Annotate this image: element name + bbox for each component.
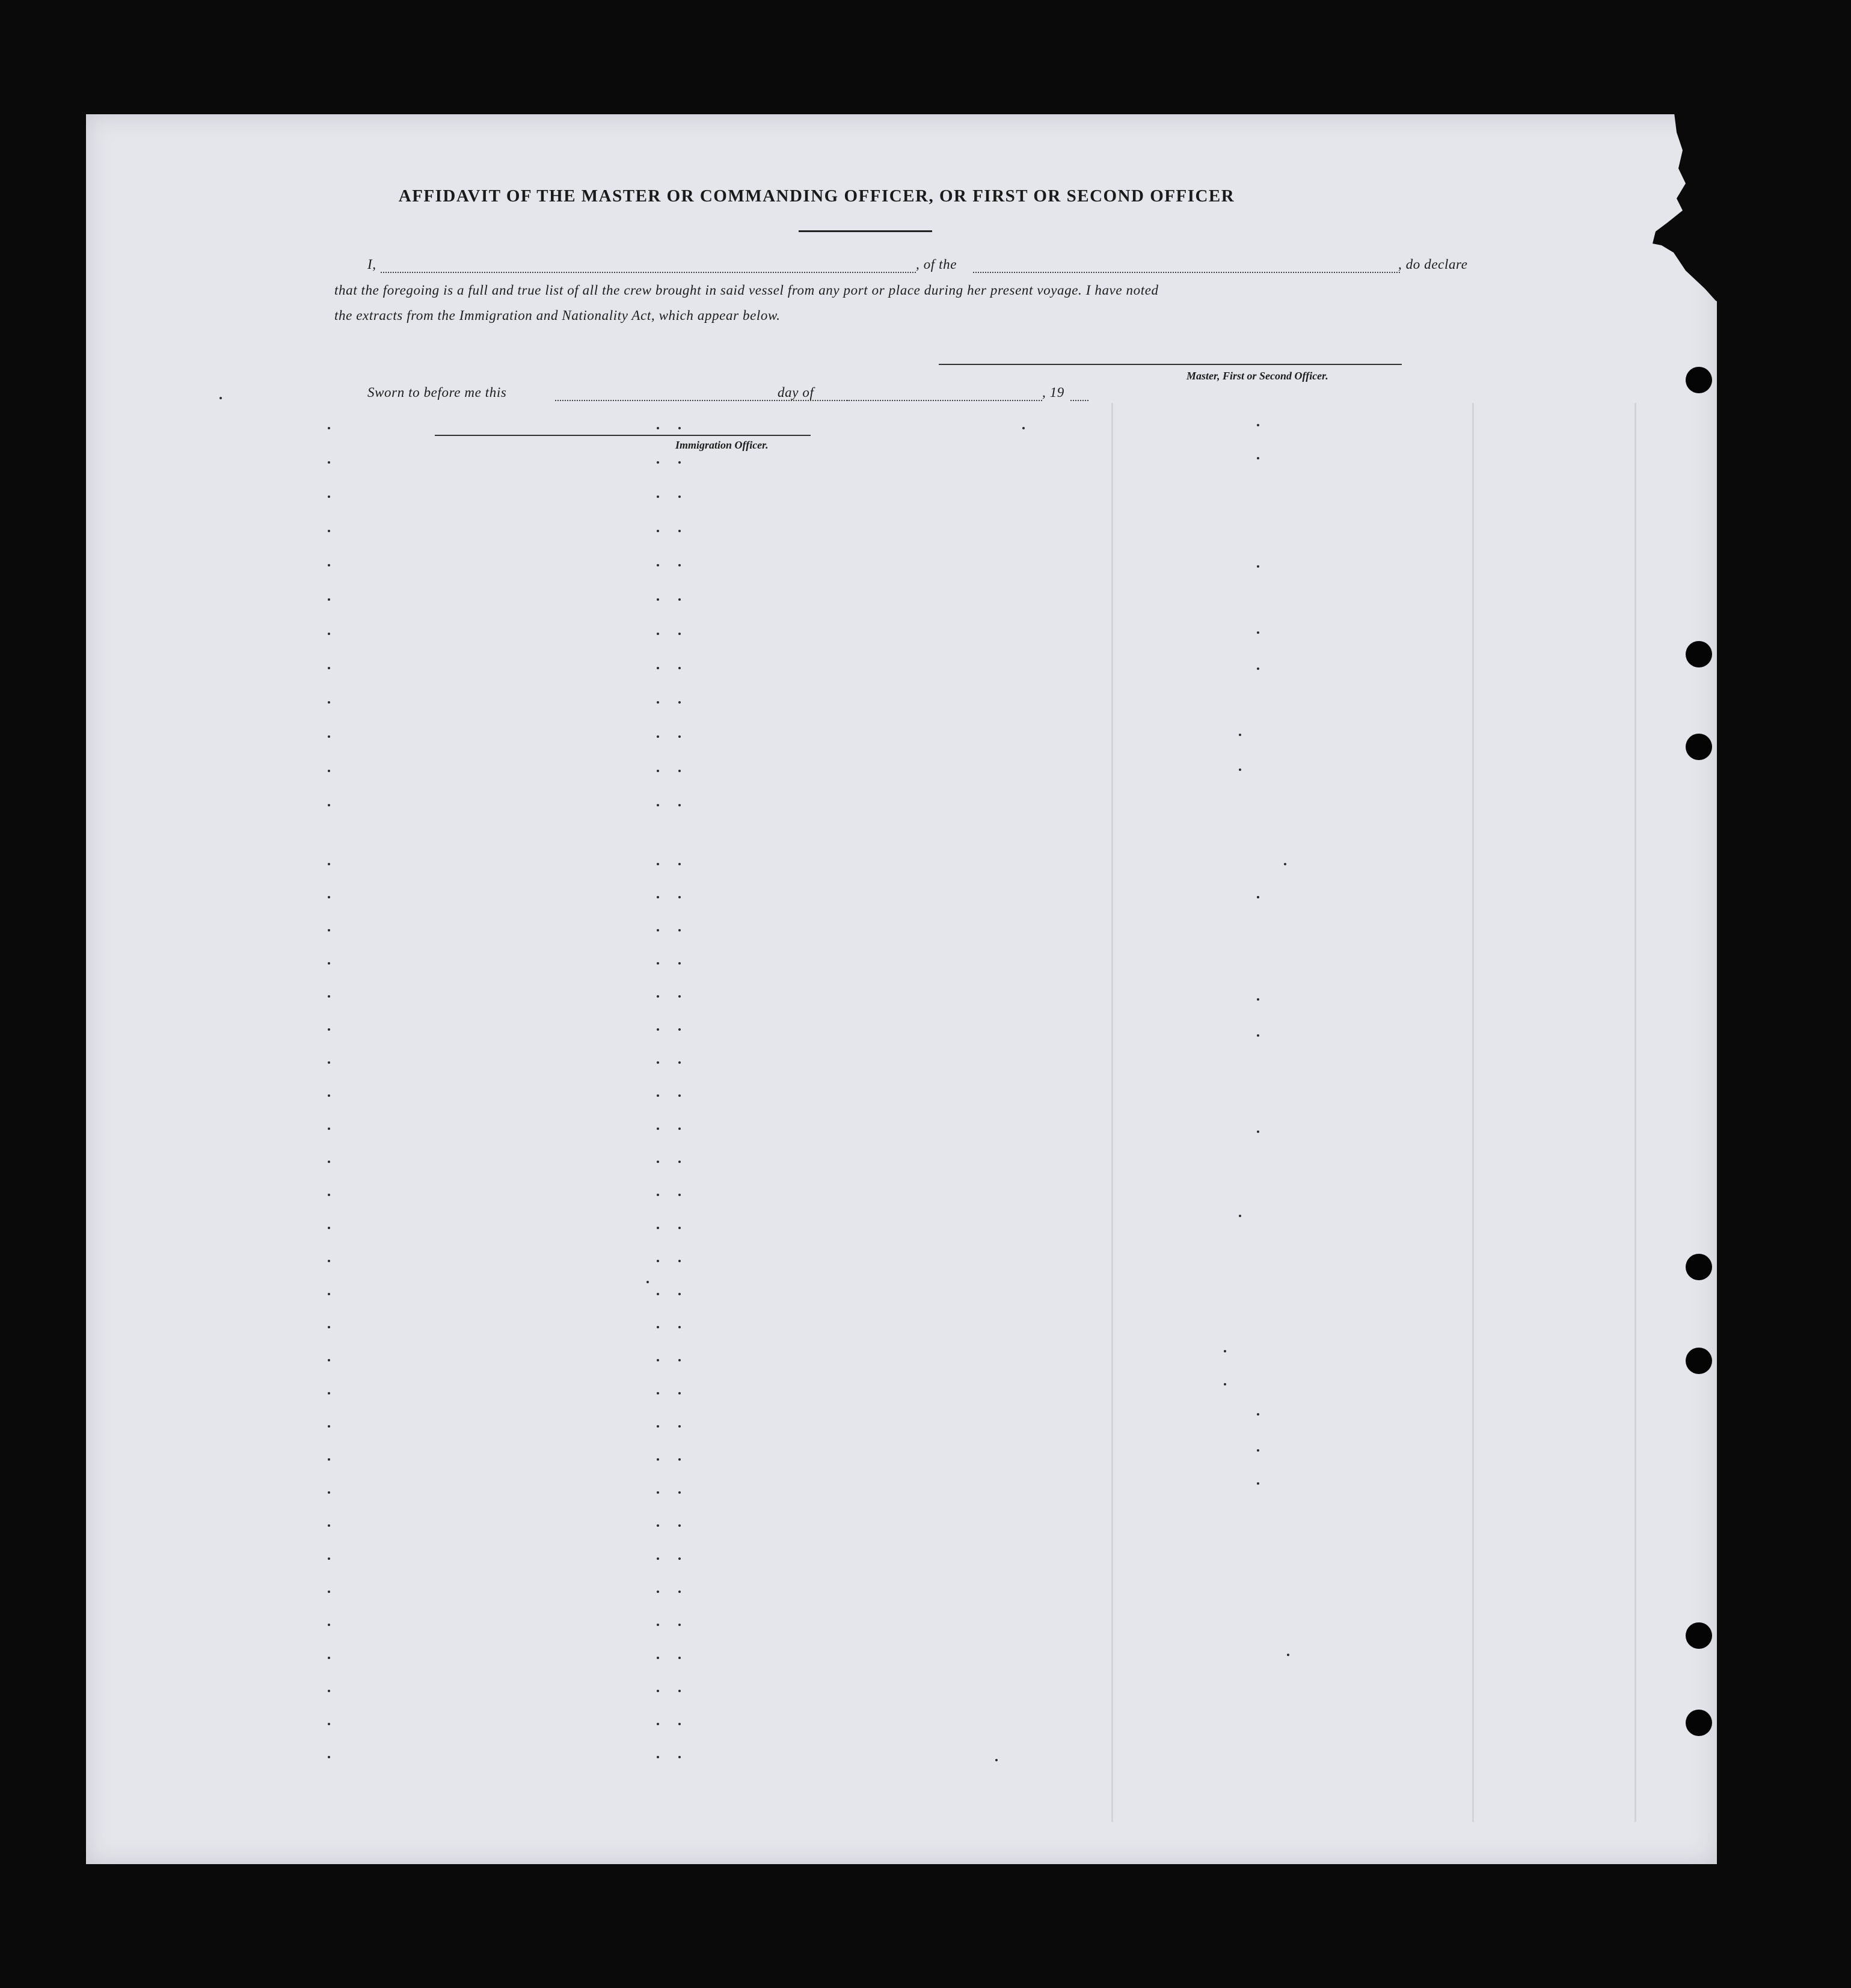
row-dot — [678, 770, 681, 772]
document-page — [86, 114, 1717, 1864]
row-dot — [328, 1723, 330, 1725]
row-dot — [328, 1359, 330, 1361]
row-dot — [657, 1524, 659, 1527]
row-dot — [328, 1458, 330, 1461]
row-dot — [657, 1657, 659, 1659]
declarant-name-blank — [381, 272, 916, 273]
punch-hole — [1686, 1254, 1712, 1280]
row-dot — [678, 1194, 681, 1196]
row-dot — [328, 461, 330, 464]
row-dot — [678, 962, 681, 965]
row-dot — [328, 1392, 330, 1394]
row-dot — [678, 667, 681, 669]
row-dot — [678, 1491, 681, 1494]
row-dot — [678, 1624, 681, 1626]
row-dot — [328, 1591, 330, 1593]
row-dot — [328, 1028, 330, 1031]
row-dot — [328, 1127, 330, 1130]
row-dot — [657, 735, 659, 738]
bleed-through-column-rule — [1111, 403, 1113, 1822]
punch-hole — [1686, 1348, 1712, 1374]
punch-hole — [1686, 1622, 1712, 1649]
row-dot — [657, 461, 659, 464]
stray-dot — [1257, 1449, 1259, 1452]
row-dot — [328, 1061, 330, 1064]
sworn-day-blank — [555, 400, 862, 401]
stray-dot — [1224, 1350, 1226, 1352]
stray-dot — [1257, 565, 1259, 568]
stray-dot — [1257, 1131, 1259, 1133]
row-dot — [657, 1690, 659, 1692]
row-dot — [328, 995, 330, 998]
punch-hole — [1686, 734, 1712, 760]
row-dot — [657, 564, 659, 566]
row-dot — [678, 701, 681, 704]
row-dot — [657, 1591, 659, 1593]
row-dot — [328, 1624, 330, 1626]
row-dot — [328, 530, 330, 532]
row-dot — [678, 804, 681, 806]
row-dot — [328, 564, 330, 566]
stray-dot — [1257, 631, 1259, 634]
day-of-label: day of — [778, 385, 814, 400]
row-dot — [678, 863, 681, 865]
stray-dot — [1257, 424, 1259, 426]
row-dot — [328, 1161, 330, 1163]
torn-corner — [1650, 114, 1717, 307]
row-dot — [657, 1194, 659, 1196]
row-dot — [657, 1326, 659, 1328]
year-prefix-label: , 19 — [1042, 385, 1064, 400]
row-dot — [328, 701, 330, 704]
row-dot — [328, 1657, 330, 1659]
punch-hole — [1686, 367, 1712, 393]
row-dot — [678, 1359, 681, 1361]
stray-dot — [1224, 1383, 1226, 1385]
row-dot — [678, 1458, 681, 1461]
stray-dot — [1257, 896, 1259, 898]
row-dot — [328, 1557, 330, 1560]
row-dot — [657, 495, 659, 498]
row-dot — [657, 1491, 659, 1494]
row-dot — [678, 1591, 681, 1593]
row-dot — [328, 1094, 330, 1097]
row-dot — [678, 995, 681, 998]
row-dot — [328, 1260, 330, 1262]
punch-hole — [1686, 641, 1712, 667]
stray-dot — [1287, 1654, 1289, 1656]
row-dot — [678, 1425, 681, 1428]
row-dot — [678, 1524, 681, 1527]
row-dot — [678, 1690, 681, 1692]
stray-dot — [1239, 1215, 1241, 1217]
heading-underline — [799, 230, 932, 232]
row-dot — [657, 1359, 659, 1361]
stray-dot — [995, 1759, 998, 1761]
row-dot — [328, 1524, 330, 1527]
stray-dot — [1257, 457, 1259, 459]
row-dot — [657, 701, 659, 704]
punch-hole — [1686, 1710, 1712, 1736]
row-dot — [657, 1624, 659, 1626]
immigration-officer-caption: Immigration Officer. — [675, 439, 769, 451]
bleed-through-column-rule — [1635, 403, 1636, 1822]
row-dot — [678, 929, 681, 931]
of-the-label: , of the — [916, 257, 957, 272]
row-dot — [657, 1061, 659, 1064]
row-dot — [657, 995, 659, 998]
stray-dot — [1257, 998, 1259, 1001]
row-dot — [328, 1756, 330, 1758]
row-dot — [678, 1657, 681, 1659]
row-dot — [328, 598, 330, 601]
row-dot — [657, 770, 659, 772]
row-dot — [678, 1260, 681, 1262]
row-dot — [678, 1723, 681, 1725]
master-signature-line — [939, 364, 1402, 365]
row-dot — [657, 1028, 659, 1031]
master-signature-caption: Master, First or Second Officer. — [1186, 370, 1328, 382]
stray-dot — [1239, 769, 1241, 771]
row-dot — [678, 1061, 681, 1064]
affidavit-heading: AFFIDAVIT OF THE MASTER OR COMMANDING OFFICER, OR FIRST OR SECOND OFFICER — [398, 186, 1235, 206]
row-dot — [328, 735, 330, 738]
row-dot — [678, 633, 681, 635]
immigration-officer-signature-line — [435, 435, 811, 436]
affidavit-statement-line: the extracts from the Immigration and Nationality Act, which appear below. — [334, 308, 781, 323]
row-dot — [678, 495, 681, 498]
row-dot — [678, 1094, 681, 1097]
stray-dot — [219, 397, 222, 399]
row-dot — [678, 461, 681, 464]
row-dot — [657, 962, 659, 965]
row-dot — [657, 1723, 659, 1725]
row-dot — [657, 1161, 659, 1163]
row-dot — [678, 1028, 681, 1031]
row-dot — [657, 896, 659, 898]
row-dot — [678, 1161, 681, 1163]
row-dot — [678, 598, 681, 601]
row-dot — [328, 962, 330, 965]
row-dot — [678, 1127, 681, 1130]
row-dot — [657, 1425, 659, 1428]
do-declare-label: , do declare — [1398, 257, 1468, 272]
sworn-year-blank — [1070, 400, 1088, 401]
row-dot — [657, 667, 659, 669]
row-dot — [328, 633, 330, 635]
stray-dot — [1284, 863, 1286, 865]
row-dot — [678, 735, 681, 738]
row-dot — [678, 427, 681, 429]
sworn-label: Sworn to before me this — [367, 385, 507, 400]
row-dot — [657, 633, 659, 635]
row-dot — [678, 1227, 681, 1229]
row-dot — [328, 863, 330, 865]
sworn-month-blank — [847, 400, 1042, 401]
row-dot — [678, 1293, 681, 1295]
row-dot — [657, 1392, 659, 1394]
row-dot — [678, 1392, 681, 1394]
row-dot — [328, 1690, 330, 1692]
row-dot — [657, 1557, 659, 1560]
declarant-pronoun: I, — [367, 257, 376, 272]
row-dot — [328, 929, 330, 931]
row-dot — [678, 1756, 681, 1758]
stray-dot — [1257, 1482, 1259, 1485]
bleed-through-column-rule — [1472, 403, 1474, 1822]
vessel-name-blank — [973, 272, 1400, 273]
row-dot — [678, 1326, 681, 1328]
stray-dot — [1022, 427, 1025, 429]
row-dot — [657, 1293, 659, 1295]
row-dot — [657, 1227, 659, 1229]
row-dot — [328, 1293, 330, 1295]
row-dot — [678, 1557, 681, 1560]
row-dot — [657, 863, 659, 865]
row-dot — [328, 667, 330, 669]
row-dot — [328, 804, 330, 806]
row-dot — [328, 896, 330, 898]
row-dot — [328, 427, 330, 429]
row-dot — [678, 896, 681, 898]
affidavit-statement-line: that the foregoing is a full and true list of all the crew brought in said vessel from any port or place during her present voyage. I have noted — [334, 283, 1159, 298]
row-dot — [657, 427, 659, 429]
row-dot — [328, 1425, 330, 1428]
row-dot — [657, 598, 659, 601]
row-dot — [328, 770, 330, 772]
row-dot — [678, 530, 681, 532]
stray-dot — [1257, 1413, 1259, 1416]
stray-dot — [646, 1281, 649, 1283]
row-dot — [328, 495, 330, 498]
row-dot — [657, 1260, 659, 1262]
row-dot — [328, 1227, 330, 1229]
row-dot — [678, 564, 681, 566]
stray-dot — [1257, 1034, 1259, 1037]
row-dot — [657, 929, 659, 931]
row-dot — [657, 1458, 659, 1461]
row-dot — [657, 1127, 659, 1130]
row-dot — [657, 804, 659, 806]
row-dot — [657, 1756, 659, 1758]
row-dot — [328, 1194, 330, 1196]
row-dot — [657, 1094, 659, 1097]
stray-dot — [1257, 667, 1259, 670]
row-dot — [328, 1326, 330, 1328]
row-dot — [657, 530, 659, 532]
stray-dot — [1239, 734, 1241, 736]
row-dot — [328, 1491, 330, 1494]
